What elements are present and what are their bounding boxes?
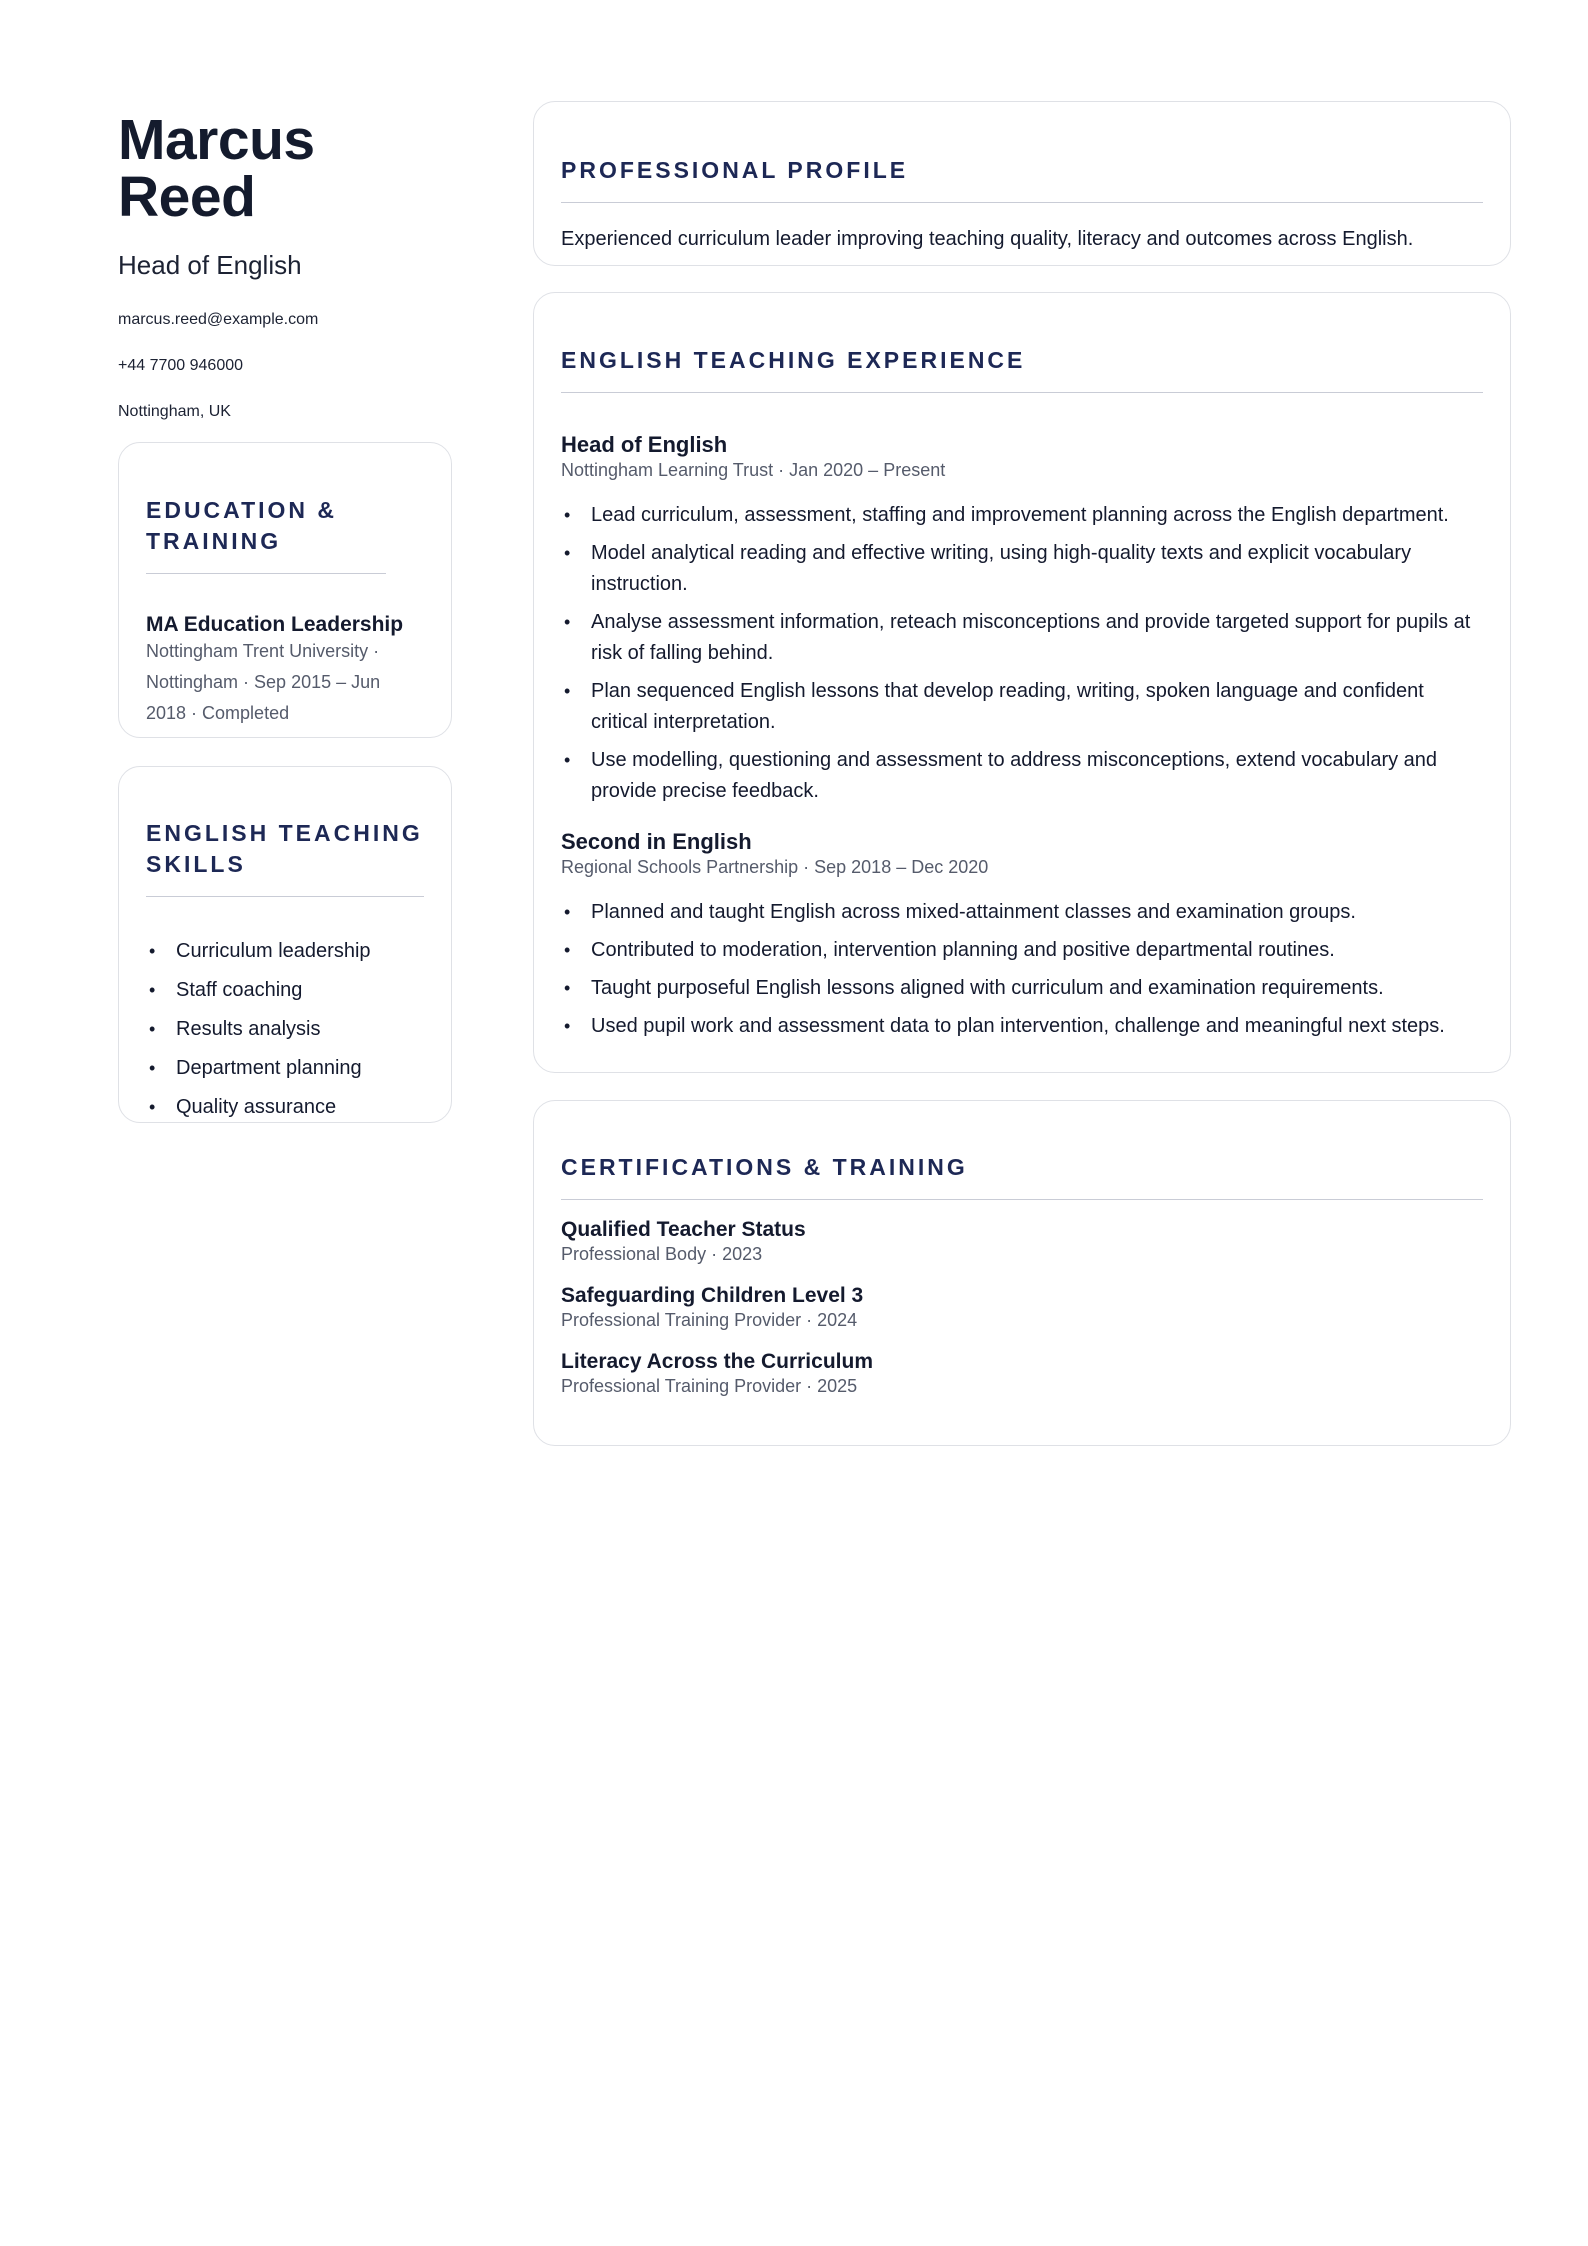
contact-location: Nottingham, UK — [118, 403, 231, 420]
job-meta: Regional Schools Partnership · Sep 2018 – Dec 2020 — [561, 857, 989, 878]
candidate-name: Marcus Reed — [118, 108, 315, 229]
skill-item: • Results analysis — [146, 1010, 424, 1049]
job-entry — [561, 432, 1483, 807]
certification-title: Literacy Across the Curriculum — [561, 1350, 873, 1374]
contact-phone[interactable]: +44 7700 946000 — [118, 357, 244, 374]
candidate-title: Head of English — [118, 250, 302, 280]
job-entry — [561, 829, 1483, 1042]
certification-meta: Professional Training Provider · 2025 — [561, 1376, 858, 1397]
job-bullet: • Contributed to moderation, intervention planning and positive departmental routines. — [561, 935, 1483, 966]
certification-title: Safeguarding Children Level 3 — [561, 1284, 864, 1308]
skill-item: • Curriculum leadership — [146, 932, 424, 971]
skills-card — [118, 766, 452, 1123]
job-bullet: • Analyse assessment information, reteach misconceptions and provide targeted support for pupils at risk of falling behind. — [561, 607, 1483, 669]
education-card — [118, 442, 452, 738]
certification-meta: Professional Training Provider · 2024 — [561, 1310, 858, 1331]
job-bullet: • Used pupil work and assessment data to plan intervention, challenge and meaningful next steps. — [561, 1011, 1483, 1042]
certification-meta: Professional Body · 2023 — [561, 1244, 763, 1265]
job-bullet: • Use modelling, questioning and assessment to address misconceptions, extend vocabulary and provide precise feedback. — [561, 745, 1483, 807]
profile-text: Experienced curriculum leader improving teaching quality, literacy and outcomes across English. — [561, 228, 1414, 251]
certification-entry — [561, 1284, 1483, 1336]
certification-entry — [561, 1218, 1483, 1270]
job-bullets — [561, 897, 1483, 1042]
job-bullet: • Plan sequenced English lessons that develop reading, writing, spoken language and confident critical interpretation. — [561, 676, 1483, 738]
certification-title: Qualified Teacher Status — [561, 1218, 806, 1242]
job-bullet: • Planned and taught English across mixed-attainment classes and examination groups. — [561, 897, 1483, 928]
job-title: Second in English — [561, 829, 752, 855]
profile-heading: PROFESSIONAL PROFILE — [561, 155, 1483, 203]
experience-jobs — [561, 432, 1483, 1042]
experience-heading: ENGLISH TEACHING EXPERIENCE — [561, 345, 1483, 393]
job-bullet: • Lead curriculum, assessment, staffing and improvement planning across the English department. — [561, 500, 1483, 531]
certifications-card — [533, 1100, 1511, 1446]
skills-list — [146, 932, 424, 1127]
skills-heading: ENGLISH TEACHING SKILLS — [146, 818, 424, 897]
sidebar — [118, 100, 452, 1119]
job-title: Head of English — [561, 432, 728, 458]
education-heading: EDUCATION & TRAINING — [146, 495, 386, 574]
certifications-list — [561, 1218, 1483, 1402]
job-bullet: • Model analytical reading and effective writing, using high-quality texts and explicit vocabulary instruction. — [561, 538, 1483, 600]
skill-item: • Quality assurance — [146, 1088, 424, 1127]
certifications-heading: CERTIFICATIONS & TRAINING — [561, 1152, 1483, 1200]
skill-item: • Staff coaching — [146, 971, 424, 1010]
education-details: Nottingham Trent University · Nottingham · Sep 2015 – Jun 2018 · Completed — [146, 641, 381, 724]
education-degree: MA Education Leadership — [146, 613, 404, 637]
main-content — [533, 101, 1511, 1397]
contact-email[interactable]: marcus.reed@example.com — [118, 311, 319, 328]
profile-card — [533, 101, 1511, 266]
certification-entry — [561, 1350, 1483, 1402]
skill-item: • Department planning — [146, 1049, 424, 1088]
job-bullet: • Taught purposeful English lessons aligned with curriculum and examination requirements. — [561, 973, 1483, 1004]
job-bullets — [561, 500, 1483, 807]
experience-card — [533, 292, 1511, 1073]
job-meta: Nottingham Learning Trust · Jan 2020 – Present — [561, 460, 946, 481]
